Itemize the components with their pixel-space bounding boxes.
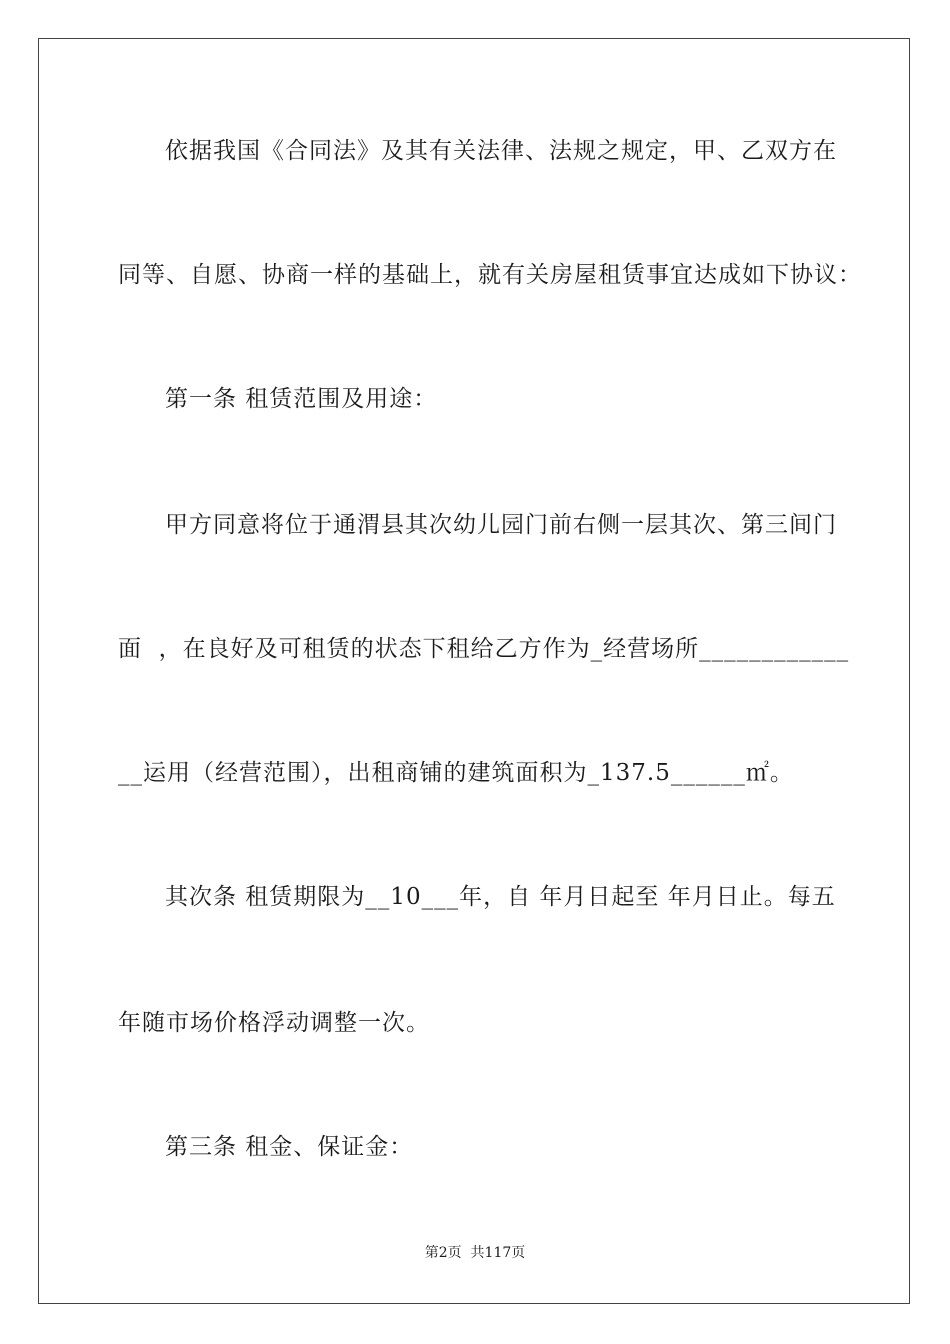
article-2-line-2: 年随市场价格浮动调整一次。 (118, 1010, 430, 1036)
article-2-line-1: 其次条 租赁期限为__10___年，自 年月日起至 年月日止。每五 (165, 884, 836, 910)
article-1-line-2: 面 ，在良好及可租赁的状态下租给乙方作为_经营场所____________ (118, 636, 850, 662)
paragraph-intro-line-2: 同等、自愿、协商一样的基础上，就有关房屋租赁事宜达成如下协议： (118, 262, 862, 288)
article-1-line-1: 甲方同意将位于通渭县其次幼儿园门前右侧一层其次、第三间门 (165, 512, 837, 538)
article-1-heading: 第一条 租赁范围及用途： (165, 386, 438, 412)
page-border (38, 38, 910, 1304)
article-3-heading: 第三条 租金、保证金： (165, 1134, 414, 1160)
paragraph-intro-line-1: 依据我国《合同法》及其有关法律、法规之规定，甲、乙双方在 (165, 138, 837, 164)
page-number-footer: 第2页 共117页 (424, 1245, 526, 1261)
article-1-line-3: __运用（经营范围），出租商铺的建筑面积为_137.5______㎡。 (118, 760, 794, 786)
